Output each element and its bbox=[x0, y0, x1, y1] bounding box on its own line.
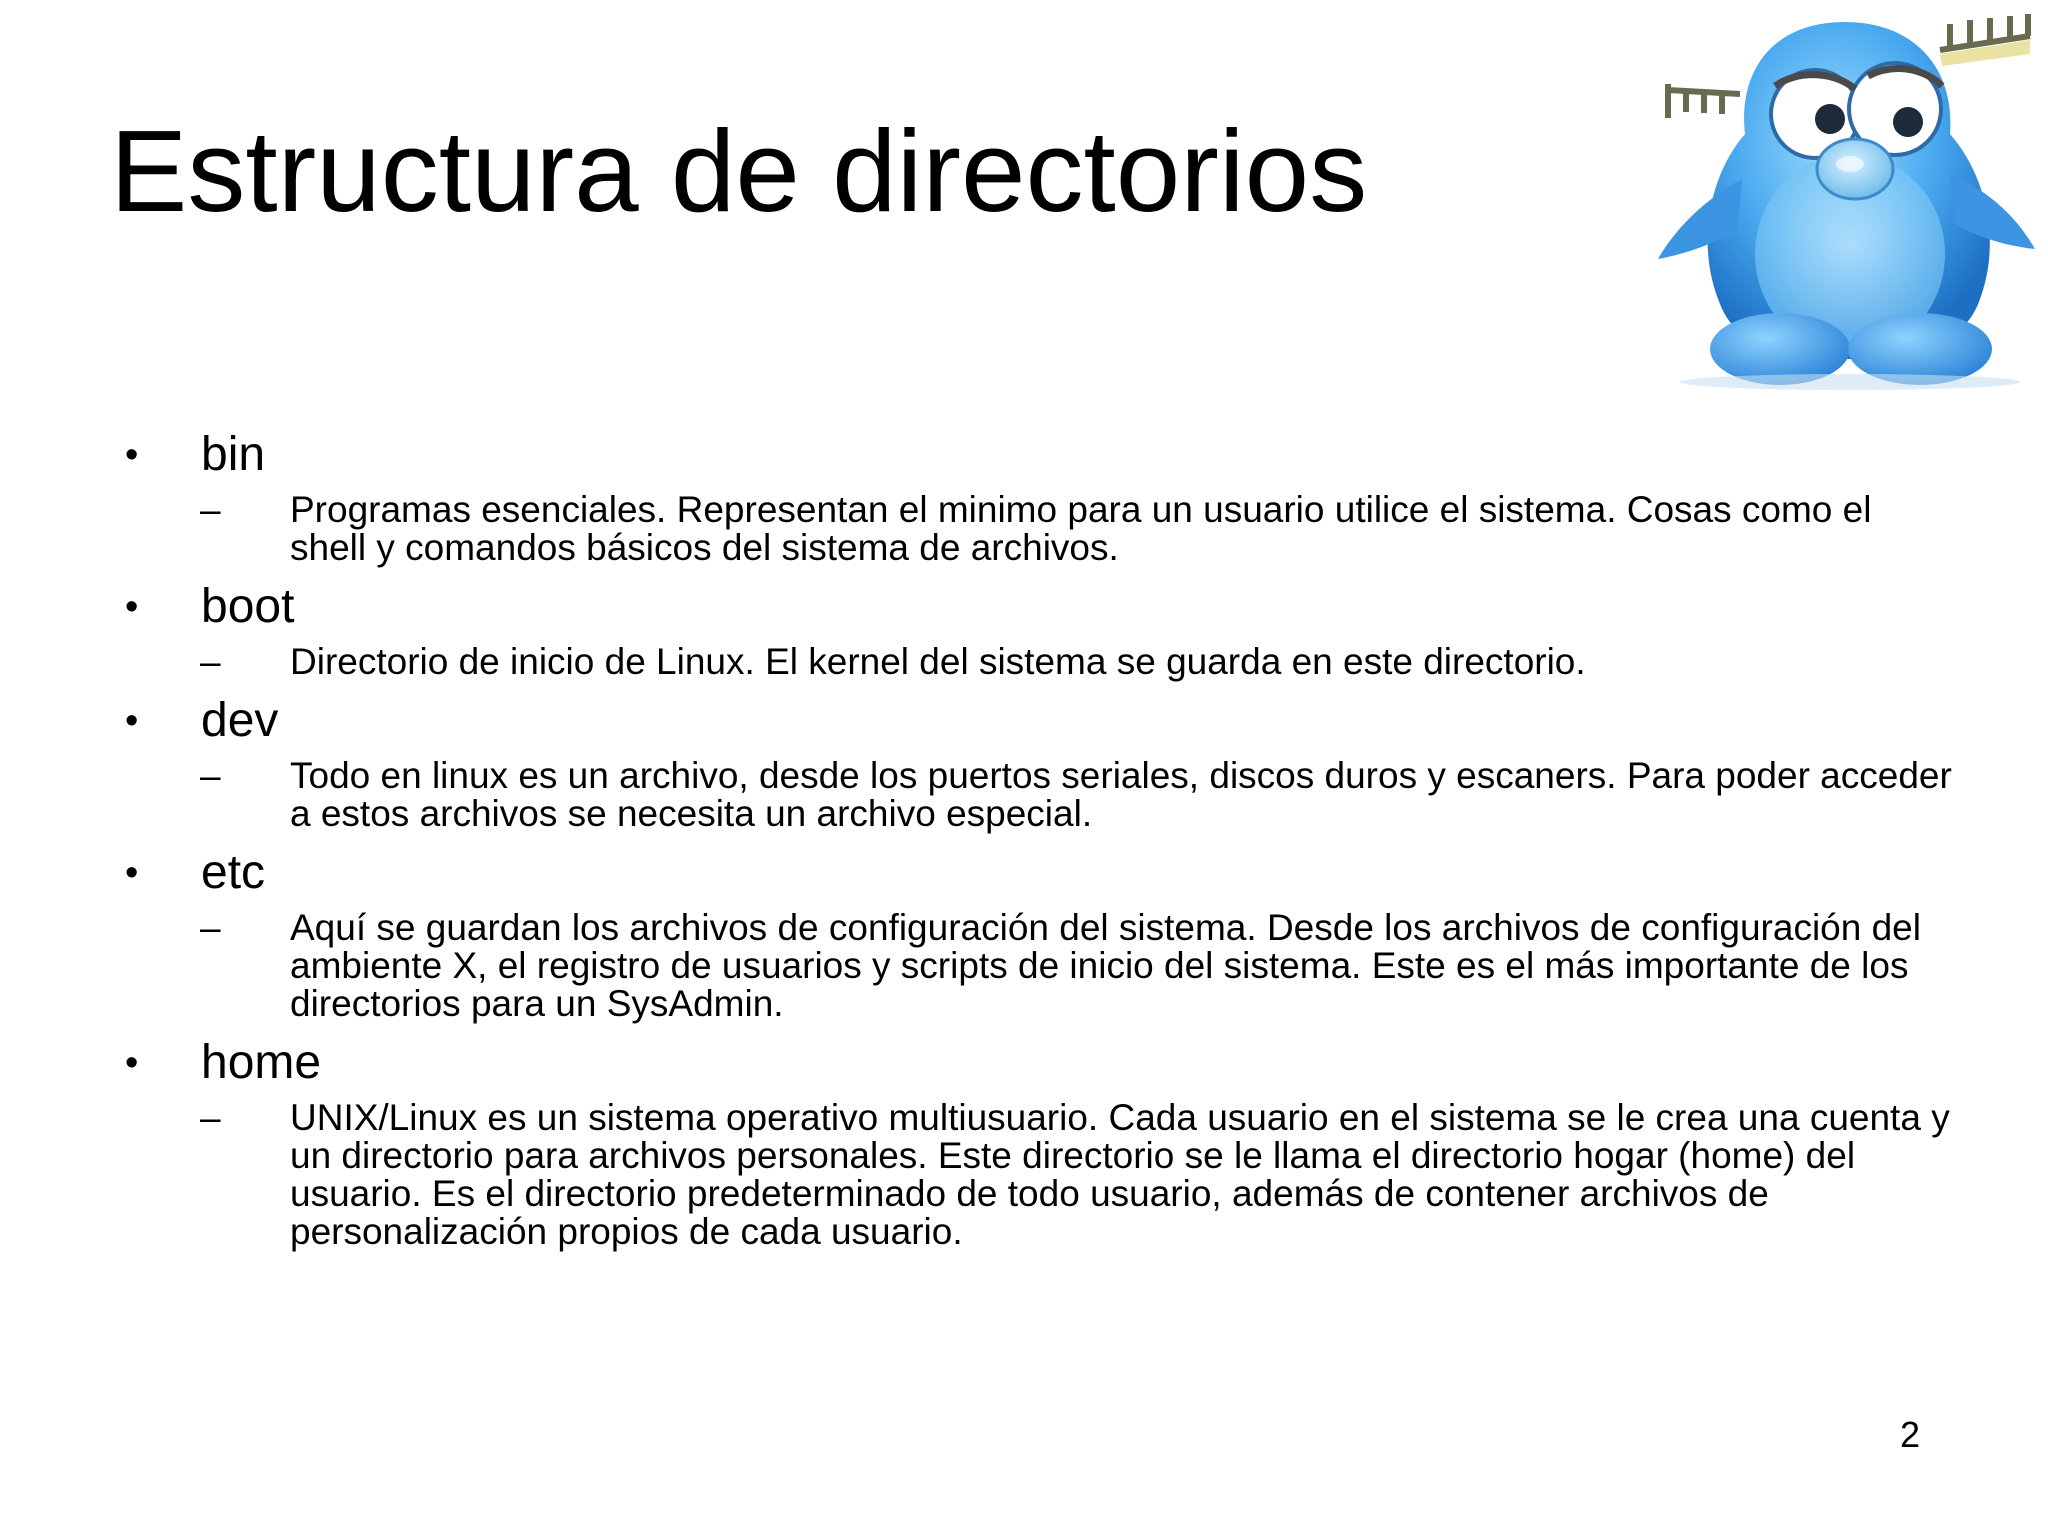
list-item-heading bbox=[125, 425, 1955, 485]
bullet-icon: • bbox=[125, 586, 139, 628]
dash-icon: – bbox=[200, 755, 221, 796]
bullet-icon: • bbox=[125, 1042, 139, 1084]
dash-icon: – bbox=[200, 641, 221, 682]
list-item-heading bbox=[125, 1033, 1955, 1093]
list-item-description bbox=[200, 641, 1955, 682]
directory-name: home bbox=[201, 1036, 322, 1089]
page-number: 2 bbox=[1900, 1414, 1921, 1455]
directory-name: bin bbox=[201, 428, 266, 481]
bullet-icon: • bbox=[125, 434, 139, 476]
dash-icon: – bbox=[200, 489, 221, 530]
directory-name: boot bbox=[201, 580, 295, 633]
penguin-mascot-icon bbox=[1650, 14, 2035, 392]
list-item bbox=[125, 577, 1955, 681]
list-item-heading bbox=[125, 577, 1955, 637]
list-item-description bbox=[200, 907, 1955, 1024]
directory-description: Programas esenciales. Representan el minimo para un usuario utilice el sistema. Cosas como el shell y comandos básicos del sistema de archivos. bbox=[290, 489, 1872, 568]
directory-description: Directorio de inicio de Linux. El kernel del sistema se guarda en este directorio. bbox=[290, 641, 1586, 682]
list-item-description bbox=[200, 1097, 1955, 1252]
list-item bbox=[125, 691, 1955, 833]
directory-name: etc bbox=[201, 846, 266, 899]
list-item-heading bbox=[125, 843, 1955, 903]
directory-description: Aquí se guardan los archivos de configuración del sistema. Desde los archivos de configuración del ambiente X, el registro de usuarios y scripts de inicio del sistema. Este es el más importante de los directorios para un SysAdmin. bbox=[290, 907, 1921, 1024]
dash-icon: – bbox=[200, 907, 221, 948]
list-item bbox=[125, 1033, 1955, 1251]
directory-list bbox=[125, 425, 1955, 1261]
list-item bbox=[125, 425, 1955, 567]
bullet-icon: • bbox=[125, 852, 139, 894]
list-item-description bbox=[200, 489, 1955, 568]
directory-description: Todo en linux es un archivo, desde los puertos seriales, discos duros y escaners. Para poder acceder a estos archivos se necesita un archivo especial. bbox=[290, 755, 1952, 834]
list-item-description bbox=[200, 755, 1955, 834]
slide-title: Estructura de directorios bbox=[110, 106, 1368, 236]
dash-icon: – bbox=[200, 1097, 221, 1138]
list-item bbox=[125, 843, 1955, 1023]
list-item-heading bbox=[125, 691, 1955, 751]
bullet-icon: • bbox=[125, 700, 139, 742]
directory-description: UNIX/Linux es un sistema operativo multiusuario. Cada usuario en el sistema se le crea una cuenta y un directorio para archivos personales. Este directorio se le llama el directorio hogar (home) del usuario. Es el directorio predeterminado de todo usuario, además de contener archivos de personalización propios de cada usuario. bbox=[290, 1097, 1950, 1252]
directory-name: dev bbox=[201, 694, 279, 747]
